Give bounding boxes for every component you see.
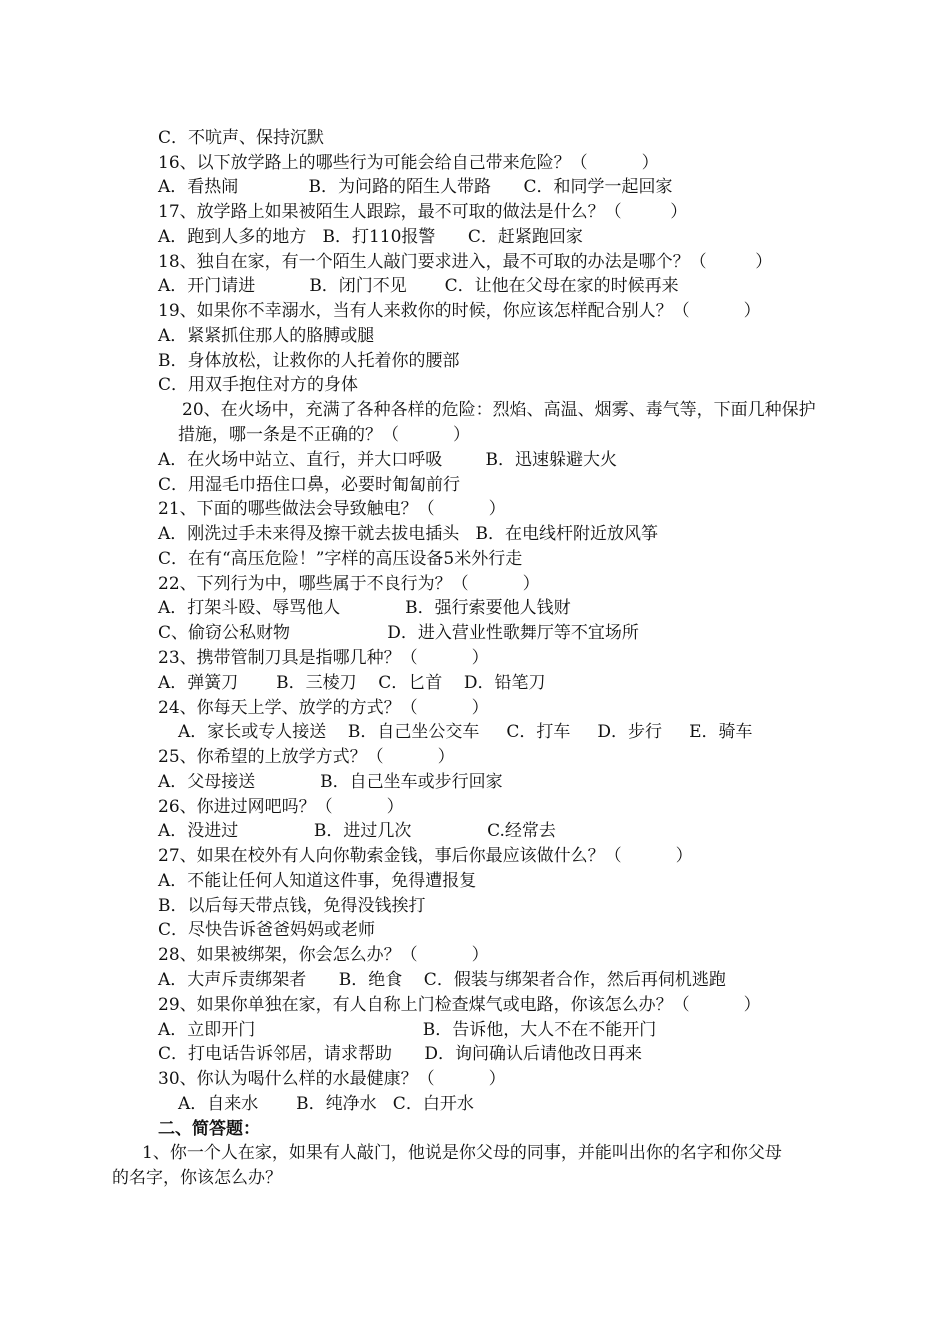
question-28: 28、如果被绑架，你会怎么办？（ ） <box>158 945 489 965</box>
question-21: 21、下面的哪些做法会导致触电？（ ） <box>158 499 506 519</box>
question-23: 23、携带管制刀具是指哪几种？（ ） <box>158 648 489 668</box>
section-heading-short-answer: 二、简答题： <box>158 1119 260 1139</box>
question-26: 26、你进过网吧吗？（ ） <box>158 797 404 817</box>
option-21c: C．在有“高压危险！”字样的高压设备5米外行走 <box>158 549 523 569</box>
options-22ab: A．打架斗殴、辱骂他人 B．强行索要他人钱财 <box>158 598 571 618</box>
question-17: 17、放学路上如果被陌生人跟踪，最不可取的做法是什么？（ ） <box>158 202 688 222</box>
option-27b: B．以后每天带点钱，免得没钱挨打 <box>158 896 426 916</box>
option-20c: C．用湿毛巾捂住口鼻，必要时匍匐前行 <box>158 475 461 495</box>
options-18: A．开门请进 B．闭门不见 C．让他在父母在家的时候再来 <box>158 276 679 296</box>
question-30: 30、你认为喝什么样的水最健康？（ ） <box>158 1069 506 1089</box>
options-28: A．大声斥责绑架者 B．绝食 C．假装与绑架者合作，然后再伺机逃跑 <box>158 970 726 990</box>
question-18: 18、独自在家，有一个陌生人敲门要求进入，最不可取的办法是哪个？（ ） <box>158 252 773 272</box>
question-20-cont: 措施，哪一条是不正确的？（ ） <box>178 425 471 445</box>
question-20: 20、在火场中，充满了各种各样的危险：烈焰、高温、烟雾、毒气等，下面几种保护 <box>182 400 816 420</box>
question-19: 19、如果你不幸溺水，当有人来救你的时候，你应该怎样配合别人？（ ） <box>158 301 761 321</box>
option-19a: A．紧紧抓住那人的胳膊或腿 <box>158 326 375 346</box>
question-22: 22、下列行为中，哪些属于不良行为？（ ） <box>158 574 540 594</box>
option-19b: B．身体放松，让救你的人托着你的腰部 <box>158 351 460 371</box>
options-23: A．弹簧刀 B．三棱刀 C．匕首 D．铅笔刀 <box>158 673 546 693</box>
option-27a: A．不能让任何人知道这件事，免得遭报复 <box>158 871 477 891</box>
options-16: A．看热闹 B．为问路的陌生人带路 C．和同学一起回家 <box>158 177 673 197</box>
question-29: 29、如果你单独在家，有人自称上门检查煤气或电路，你该怎么办？（ ） <box>158 995 761 1015</box>
options-29cd: C．打电话告诉邻居，请求帮助 D．询问确认后请他改日再来 <box>158 1044 643 1064</box>
short-answer-question-1: 1、你一个人在家，如果有人敲门，他说是你父母的同事，并能叫出你的名字和你父母 <box>142 1143 782 1163</box>
option-27c: C．尽快告诉爸爸妈妈或老师 <box>158 920 376 940</box>
options-21ab: A．刚洗过手未来得及擦干就去拔电插头 B．在电线杆附近放风筝 <box>158 524 658 544</box>
question-24: 24、你每天上学、放学的方式？（ ） <box>158 698 489 718</box>
option-19c: C．用双手抱住对方的身体 <box>158 375 359 395</box>
text-line: C．不吭声、保持沉默 <box>158 128 325 148</box>
options-24: A．家长或专人接送 B．自己坐公交车 C．打车 D．步行 E．骑车 <box>178 722 753 742</box>
question-27: 27、如果在校外有人向你勒索金钱，事后你最应该做什么？（ ） <box>158 846 693 866</box>
question-25: 25、你希望的上放学方式？（ ） <box>158 747 455 767</box>
options-30: A．自来水 B．纯净水 C．白开水 <box>178 1094 474 1114</box>
short-answer-question-1-cont: 的名字，你该怎么办？ <box>112 1168 282 1188</box>
options-29ab: A．立即开门 B．告诉他，大人不在不能开门 <box>158 1020 657 1040</box>
options-25: A．父母接送 B．自己坐车或步行回家 <box>158 772 503 792</box>
options-26: A．没进过 B．进过几次 C.经常去 <box>158 821 556 841</box>
options-20ab: A．在火场中站立、直行，并大口呼吸 B．迅速躲避大火 <box>158 450 617 470</box>
options-22cd: C、偷窃公私财物 D．进入营业性歌舞厅等不宜场所 <box>158 623 639 643</box>
question-16: 16、以下放学路上的哪些行为可能会给自己带来危险？（ ） <box>158 153 659 173</box>
options-17: A．跑到人多的地方 B．打110报警 C．赶紧跑回家 <box>158 227 583 247</box>
